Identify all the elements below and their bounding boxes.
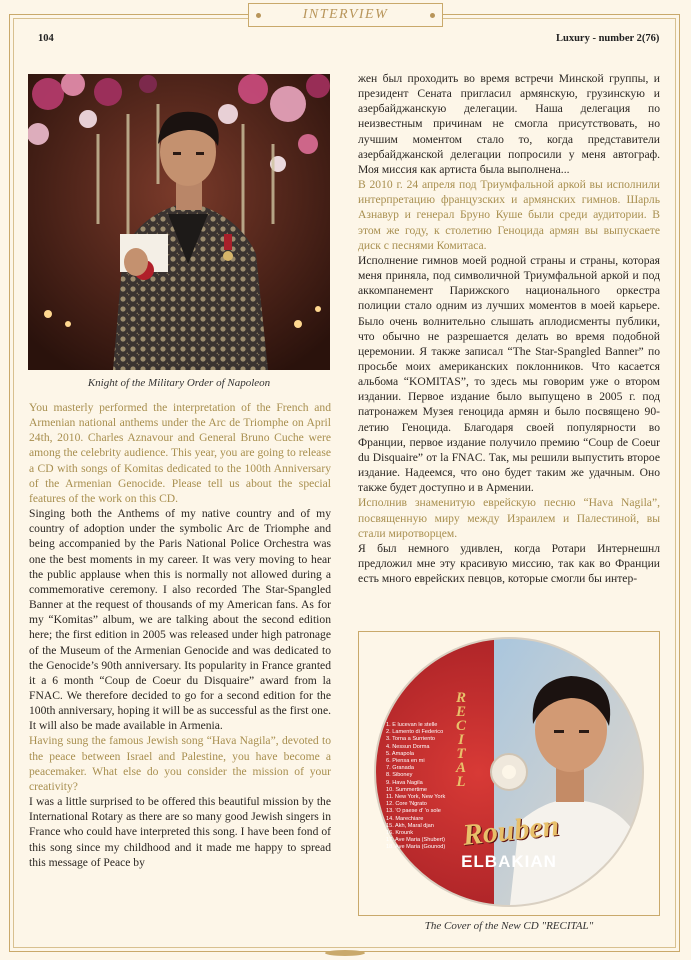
right-column xyxy=(358,71,660,586)
ornament-dot-icon xyxy=(256,13,261,18)
track-item: 15. Akh, Maral djan xyxy=(386,822,434,829)
question-text: Having sung the famous Jewish song “Hava Nagila”, devoted to the peace between Israel and Palestine, you have become a peacemaker. What else do you consider the mission of your creativity? xyxy=(29,734,331,793)
track-item: 1. E lucevan le stelle xyxy=(386,722,438,728)
page-number: 104 xyxy=(38,33,54,44)
track-item: 9. Hava Nagila xyxy=(386,779,423,786)
left-column xyxy=(29,400,331,870)
track-item: 7. Granada xyxy=(386,765,414,772)
artist-first-name: Rouben xyxy=(461,809,561,852)
track-item: 10. Summertime xyxy=(386,786,428,793)
track-item: 2. Lamento di Federico xyxy=(386,729,444,736)
track-item: 18. Ave Maria (Gounod) xyxy=(386,844,446,851)
section-tab xyxy=(248,3,443,27)
artist-last-name: ELBAKIAN xyxy=(461,852,557,871)
answer-text: Singing both the Anthems of my native country and of my country of adoption under the symbolic Arc de Triomphe and being accompanied by the Paris National Police Orchestra was one the best moments in my career. It was very moving to hear the public applause when this is normally not allowed during a commemorative ceremony. I also recorded The Star-Spangled Banner at the request of thousands of my American fans. As for my “Komitas” album, we are talking about the second edition here; the first edition in 2005 was released under high patronage of the Museum of the Armenian Genocide and was dedicated to the Genocide’s 90th anniversary. Its popularity in France granted it a 6 month “Coup de Coeur du Disquaire” award from la FNAC. We therefore decided to go for a second edition for the 100th anniversary, hoping it will be as successful as the first one. It will also be made available in Armenia. xyxy=(29,507,331,733)
cd-cover-frame xyxy=(358,631,660,916)
issue-label: Luxury - number 2(76) xyxy=(556,33,660,44)
ornament-icon xyxy=(325,950,365,956)
track-item: 16. Krounk xyxy=(386,830,414,837)
answer-text: Исполнение гимнов моей родной страны и страны, которая меня приняла, под символичной Триумфальной аркой и под аккомпанемент Парижского национального оркестра полиции стало одним из лучших моментов в моей карьере. Было очень волнительно слышать аплодисменты публики, что обычно не разрешается делать во время подобной церемонии. Я также записал “The Star-Spangled Banner” по просьбе моих американских поклонников. Что касается альбома “KOMITAS”, то здесь мы говорим уже о втором издании. Первое издание было выпущено в 2005 г. под патронажем Музея геноцида армян и было посвящено 90-летию Геноцида. Благодаря своей популярности во Франции, первое издание получило премию “Coup de Coeur du Disquaire” от la FNAC. Так, мы решили выпустить второе издание. Надеемся, что оно будет таким же удачным. Оно также будет доступно и в Армении. xyxy=(358,253,660,495)
answer-text: жен был проходить во время встречи Минской группы, и президент Сената пригласил армянскую, грузинскую и азербайджанскую делегации. Наша делегация по неизвестным причинам не смогла присутствовать, но лучшим моментом стало то, когда представители азербайджанской делегации попросили у меня автограф. Моя миссия как артиста была выполнена... xyxy=(358,72,660,176)
track-item: 13. 'O paese d' 'o sole xyxy=(386,808,441,815)
track-item: 4. Nessun Dorma xyxy=(386,743,430,750)
question-text: В 2010 г. 24 апреля под Триумфальной аркой вы исполнили интерпретацию французских и армянских гимнов. Шарль Азнавур и генерал Бруно Куше были среди аудитории. В этом же году, к столетию Геноцида армян вы выпускаете диск с песнями Комитаса. xyxy=(358,178,660,252)
track-item: 14. Marechiare xyxy=(386,815,424,822)
track-item: 11. New York, New York xyxy=(386,794,446,801)
cd-title: RECITAL xyxy=(453,690,469,788)
track-item: 3. Torna a Surriento xyxy=(386,736,436,743)
portrait-illustration xyxy=(28,74,330,370)
photo-caption: Knight of the Military Order of Napoleon xyxy=(87,377,271,389)
track-item: 6. Piensa en mi xyxy=(386,758,425,765)
ornament-dot-icon xyxy=(430,13,435,18)
question-text: Исполнив знаменитую еврейскую песню “Hava Nagila”, посвященную миру между Израилем и Палестиной, вы стали миротворцем. xyxy=(358,496,660,540)
question-text: You masterly performed the interpretation of the French and Armenian national anthems under the Arc de Triomphe on April 24th, 2010. Charles Aznavour and General Bruno Cuche were among the celebrity audience. This year, you are going to release a CD with songs of Komitas dedicated to the 100th Anniversary of the Armenian Genocide. Please tell us about the special features of the work on this CD. xyxy=(29,401,331,505)
answer-text: I was a little surprised to be offered this beautiful mission by the International Rotary as there are so many good Jewish singers in France who could have interpreted this song. I have been fond of this song since my childhood and it made me happy to spread this message of Peace by xyxy=(29,795,331,869)
answer-text: Я был немного удивлен, когда Ротари Интернешнл предложил мне эту красивую миссию, так как во Франции есть много еврейских певцов, которые смогли бы интер- xyxy=(358,541,660,586)
track-item: 5. Amapola xyxy=(386,750,414,757)
track-item: 8. Siboney xyxy=(386,772,413,779)
portrait-photo xyxy=(28,74,330,370)
cd-caption: The Cover of the New CD "RECITAL" xyxy=(424,920,594,932)
track-item: 17. Ave Maria (Shubert) xyxy=(386,837,445,844)
track-item: 12. Core 'Ngrato xyxy=(386,801,427,808)
section-title: INTERVIEW xyxy=(302,7,389,22)
